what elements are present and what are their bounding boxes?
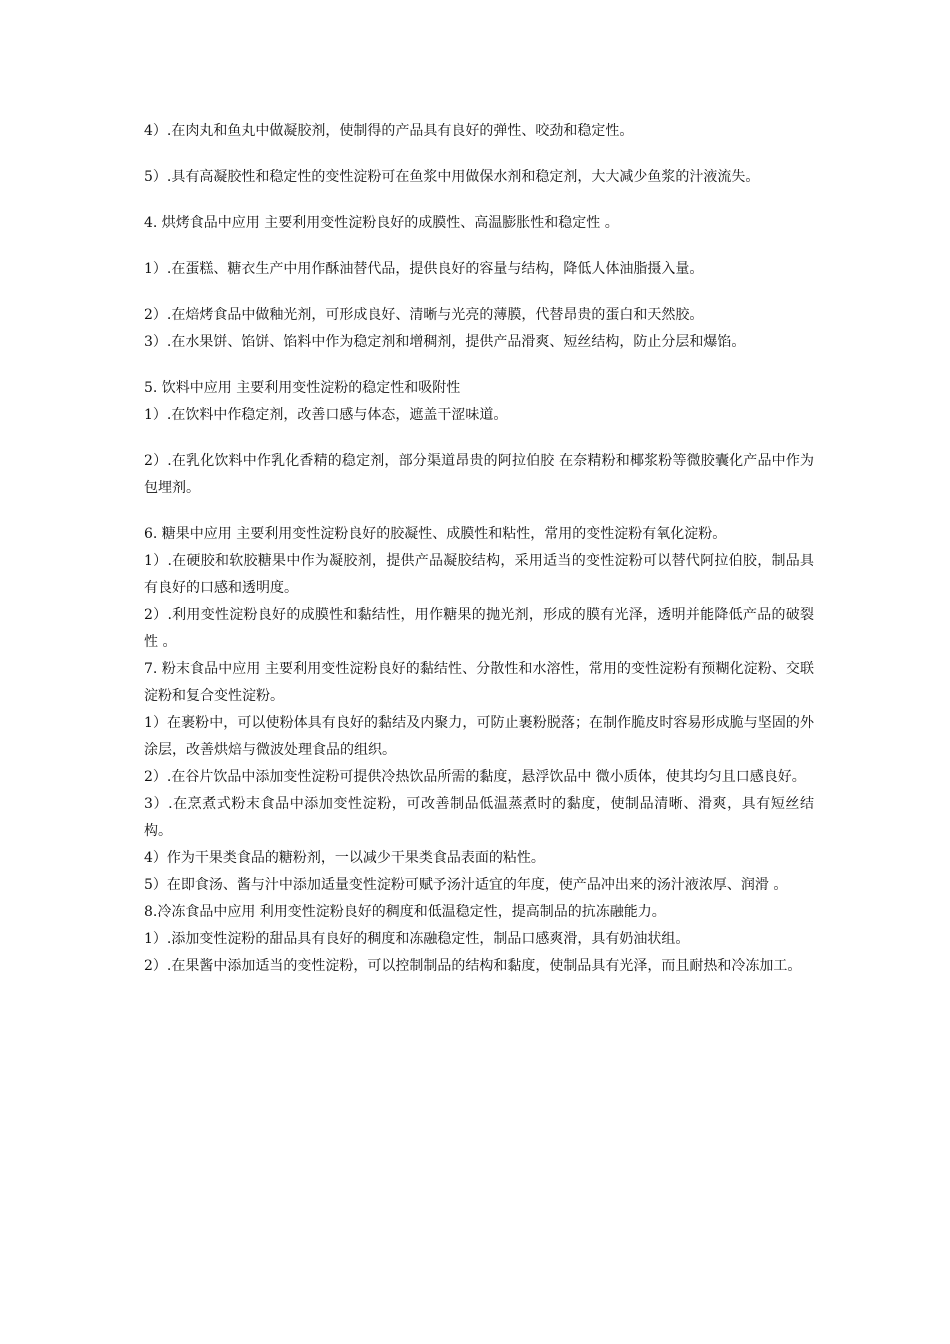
paragraph-fruit-pie: 3）.在水果饼、馅饼、馅料中作为稳定剂和增稠剂，提供产品滑爽、短丝结构，防止分层和爆馅。 [144,334,746,350]
paragraph-gummy: 1）.在硬胶和软胶糖果中作为凝胶剂，提供产品凝胶结构，采用适当的变性淀粉可以替代阿拉伯胶，制品具有良好的口感和透明度。 [144,553,814,596]
paragraph-coating: 1）在裹粉中，可以使粉体具有良好的黏结及内聚力，可防止裹粉脱落；在制作脆皮时容易形成脆与坚固的外涂层，改善烘焙与微波处理食品的组织。 [144,715,814,758]
paragraph-emulsion: 2）.在乳化饮料中作乳化香精的稳定剂，部分渠道昂贵的阿拉伯胶 在奈精粉和椰浆粉等微胶囊化产品中作为包埋剂。 [144,453,814,496]
paragraph-dried-fruit: 4）作为干果类食品的糖粉剂，一以减少干果类食品表面的粘性。 [144,850,545,866]
paragraph-dessert: 1）.添加变性淀粉的甜品具有良好的稠度和冻融稳定性，制品口感爽滑，具有奶油状组。 [144,931,690,947]
paragraph-cereal: 2）.在谷片饮品中添加变性淀粉可提供冷热饮品所需的黏度，悬浮饮品中 微小质体，使其均匀且口感良好。 [144,769,806,785]
heading-candy: 6. 糖果中应用 主要利用变性淀粉良好的胶凝性、成膜性和粘性，常用的变性淀粉有氧化淀粉。 [144,526,727,542]
paragraph-instant-soup: 5）在即食汤、酱与汁中添加适量变性淀粉可赋予汤汁适宜的年度，使产品冲出来的汤汁液浓厚、润滑 。 [144,877,788,893]
document-body [144,118,814,980]
heading-frozen-foods: 8.冷冻食品中应用 利用变性淀粉良好的稠度和低温稳定性，提高制品的抗冻融能力。 [144,904,666,920]
heading-beverages: 5. 饮料中应用 主要利用变性淀粉的稳定性和吸附性 [144,380,461,396]
heading-powder-foods: 7. 粉末食品中应用 主要利用变性淀粉良好的黏结性、分散性和水溶性，常用的变性淀粉有预糊化淀粉、交联淀粉和复合变性淀粉。 [144,661,814,704]
paragraph-jam: 2）.在果酱中添加适当的变性淀粉，可以控制制品的结构和黏度，使制品具有光泽，而且耐热和冷冻加工。 [144,958,802,974]
paragraph-meatball-gel: 4）.在肉丸和鱼丸中做凝胶剂，使制得的产品具有良好的弹性、咬劲和稳定性。 [144,123,634,139]
paragraph-fish-paste: 5）.具有高凝胶性和稳定性的变性淀粉可在鱼浆中用做保水剂和稳定剂，大大减少鱼浆的汁液流失。 [144,169,760,185]
paragraph-polish: 2）.利用变性淀粉良好的成膜性和黏结性，用作糖果的抛光剂，形成的膜有光泽，透明并能降低产品的破裂性 。 [144,607,814,650]
heading-baked-goods: 4. 烘烤食品中应用 主要利用变性淀粉良好的成膜性、高温膨胀性和稳定性 。 [144,215,619,231]
paragraph-cooked-powder: 3）.在烹煮式粉末食品中添加变性淀粉，可改善制品低温蒸煮时的黏度，使制品清晰、滑爽，具有短丝结构。 [144,796,814,839]
paragraph-glaze: 2）.在焙烤食品中做釉光剂，可形成良好、清晰与光亮的薄膜，代替昂贵的蛋白和天然胶。 [144,307,704,323]
paragraph-beverage-stabilizer: 1）.在饮料中作稳定剂，改善口感与体态，遮盖干涩味道。 [144,407,508,423]
paragraph-cake-shortening: 1）.在蛋糕、糖衣生产中用作酥油替代品，提供良好的容量与结构，降低人体油脂摄入量。 [144,261,704,277]
